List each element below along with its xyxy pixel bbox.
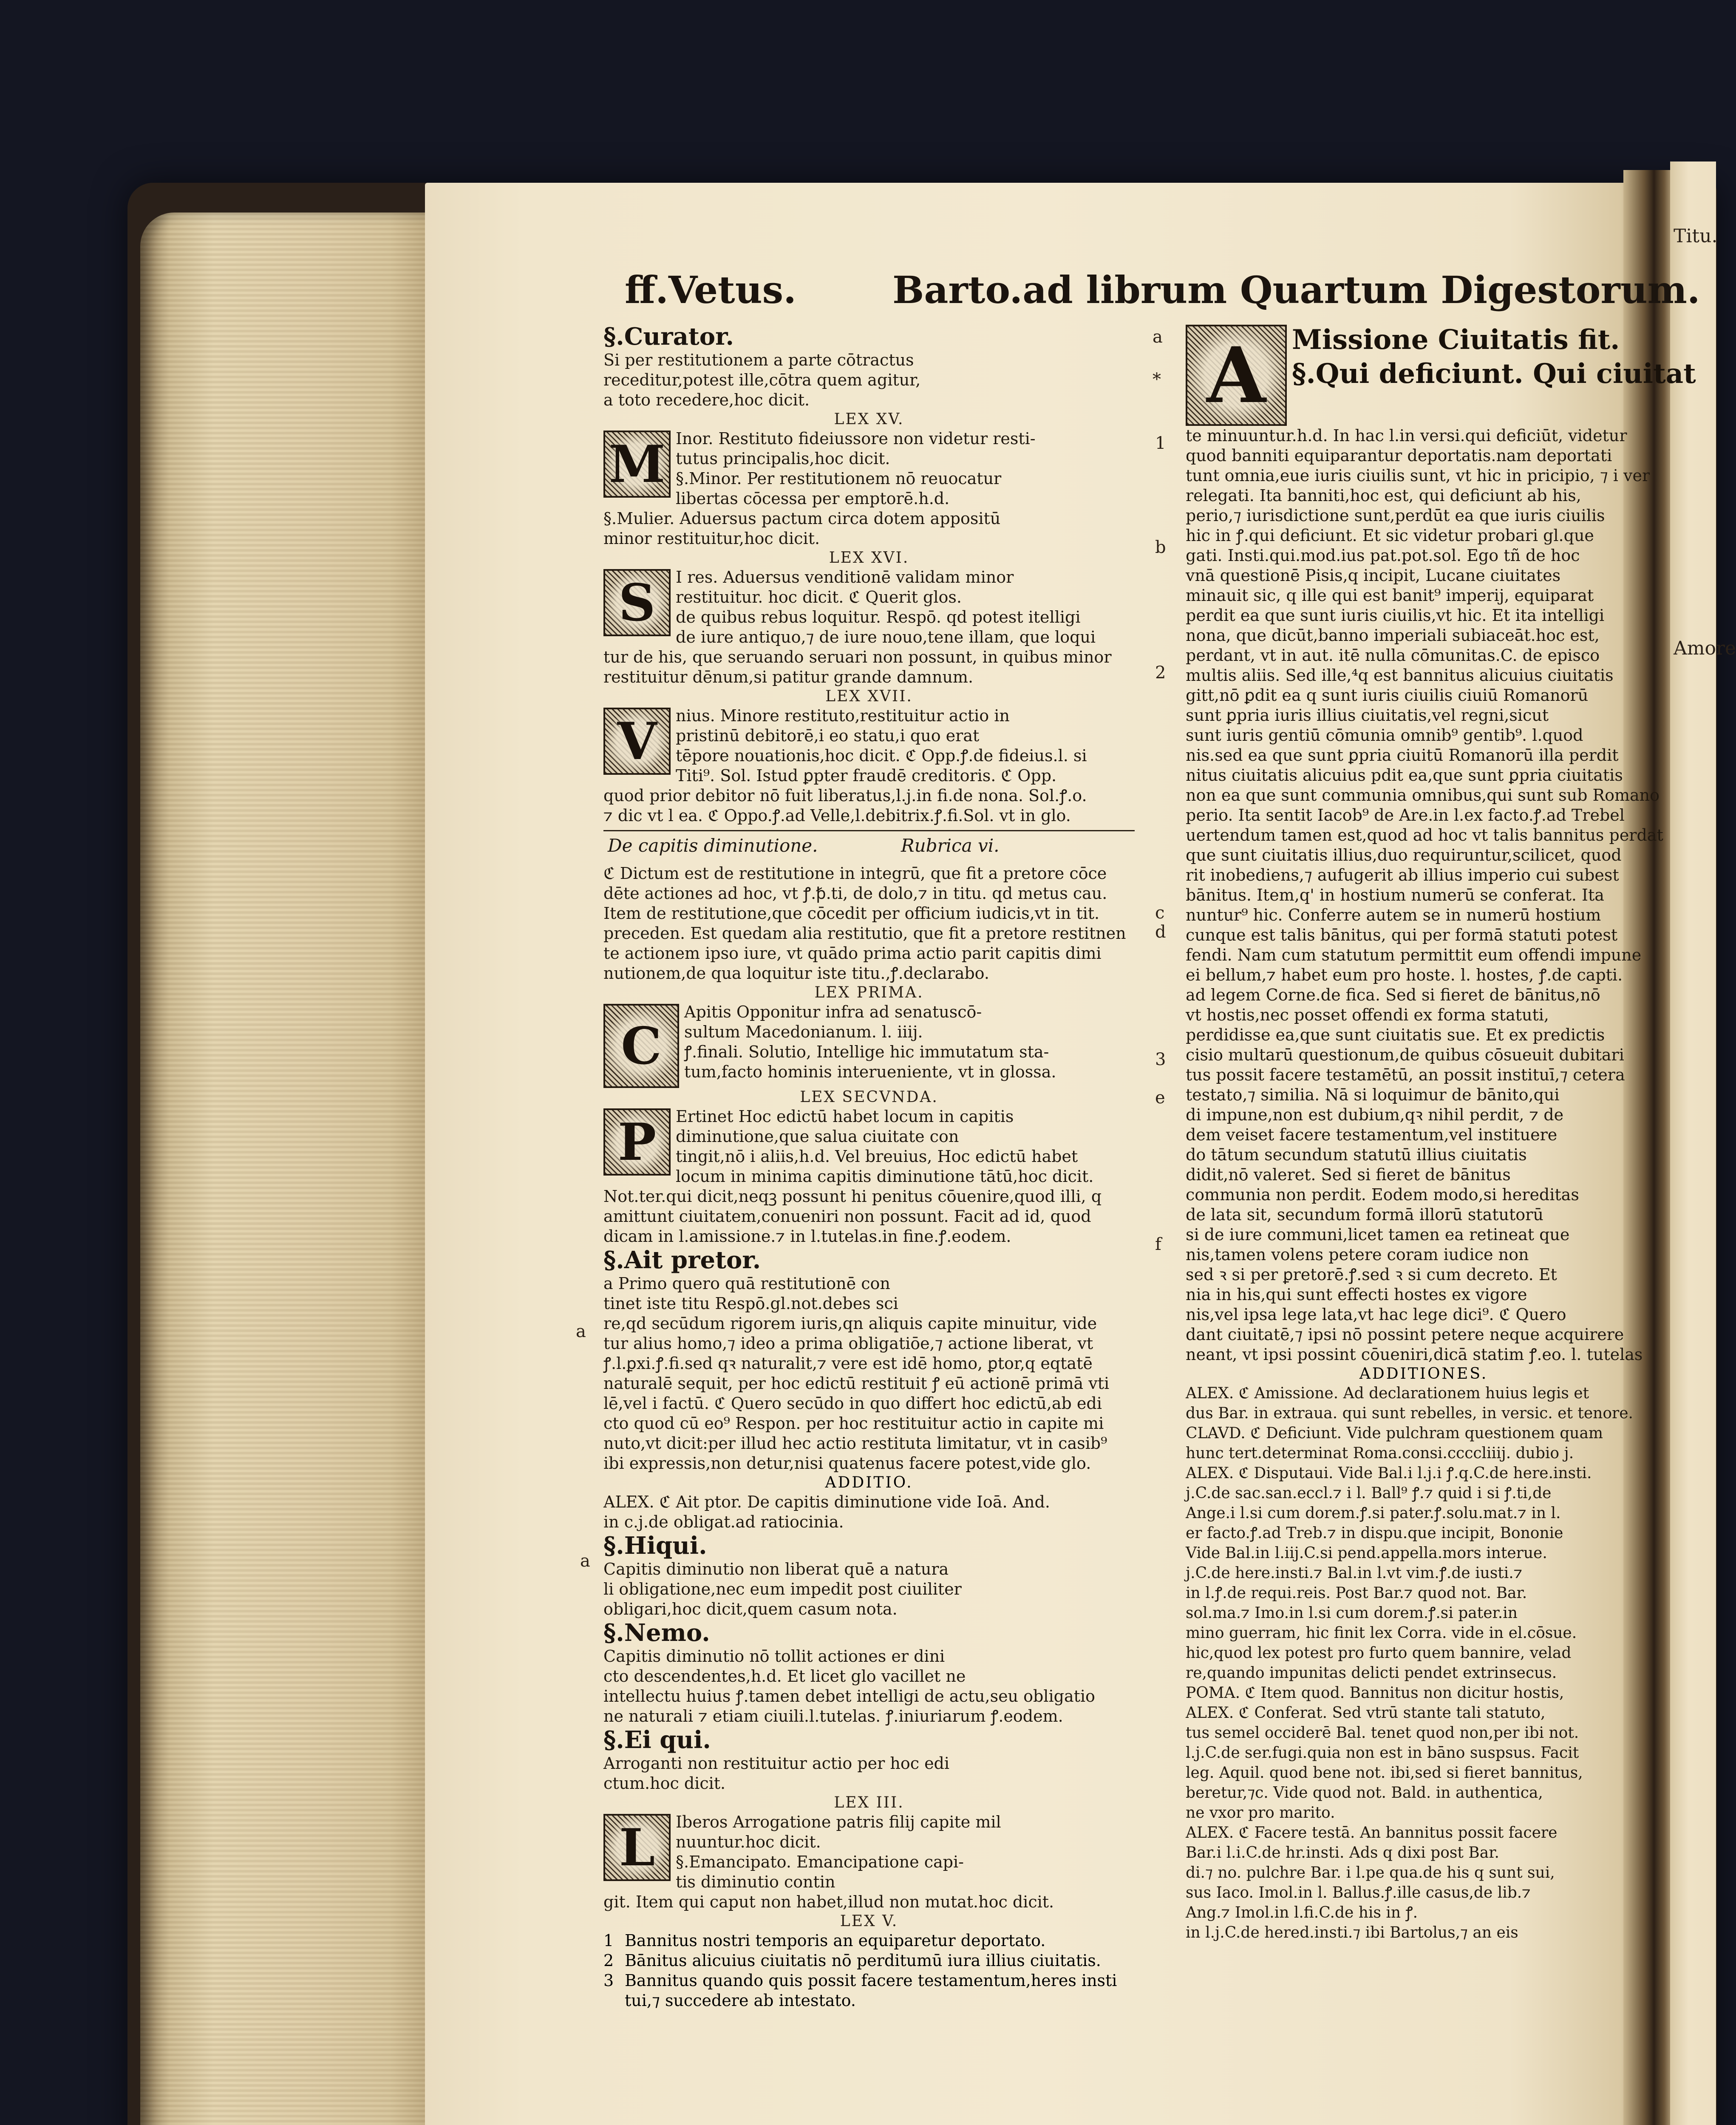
- text-line: do tātum secundum statutū illius ciuitatis: [1186, 1145, 1527, 1164]
- text-line: quod prior debitor nō fuit liberatus,l.j.in fi.de nona. Sol.ꝭ.o.: [603, 786, 1087, 805]
- text-line: in l.ꝭ.de requi.reis. Post Bar.⁊ quod not. Bar.: [1186, 1584, 1527, 1602]
- decorated-initial-letter: L: [605, 1816, 669, 1879]
- paragraph-heading-ait-pretor: [603, 1247, 1135, 1274]
- text-line: uertendum tamen est,quod ad hoc vt talis bannitus perdat: [1186, 826, 1663, 844]
- margin-letter: d: [1155, 922, 1166, 942]
- text-line: ⁊ dic vt l ea. ℭ Oppo.ꝭ.ad Velle,l.debitrix.ꝭ.fi.Sol. vt in glo.: [603, 806, 1071, 825]
- text-line: nuntur⁹ hic. Conferre autem se in numerū hostium: [1186, 906, 1601, 924]
- text-line: ALEX. ℭ Disputaui. Vide Bal.i l.j.i ꝭ.q.C.de here.insti.: [1186, 1465, 1592, 1482]
- decorated-initial: [1186, 325, 1287, 426]
- summary-item: [603, 1971, 1135, 1991]
- vnius-block: [603, 706, 1135, 826]
- text-line: sunt ꝑpria iuris illius ciuitatis,vel regni,sicut: [1186, 706, 1549, 725]
- text-line: §.Emancipato. Emancipatione capi-: [676, 1853, 964, 1871]
- text-line: cisio multarū questionum,de quibus cōsueuit dubitari: [1186, 1046, 1624, 1064]
- margin-letter: a: [1153, 327, 1163, 347]
- lex-heading: LEX III.: [834, 1794, 904, 1811]
- liberos-block: [603, 1812, 1135, 1892]
- text-line: te minuuntur.h.d. In hac l.in versi.qui deficiūt, videtur: [1186, 426, 1627, 445]
- text-line: nis,tamen volens petere coram iudice non: [1186, 1245, 1529, 1264]
- decorated-initial: [603, 569, 671, 636]
- text-line: tur de his, que seruando seruari non possunt, in quibus minor: [603, 648, 1112, 666]
- text-line: tunt omnia,eue iuris ciuilis sunt, vt hic in pricipio, ⁊ i ver: [1186, 466, 1650, 485]
- facing-page-edge: [1670, 162, 1736, 2125]
- text-line: ad legem Corne.de fica. Sed si fieret de bānitus,nō: [1186, 986, 1600, 1004]
- text-line: j.C.de here.insti.⁊ Bal.in l.vt vim.ꝭ.de iusti.⁊: [1186, 1564, 1523, 1582]
- text-line: ne naturali ⁊ etiam ciuili.l.tutelas. ꝭ.iniuriarum ꝭ.eodem.: [603, 1707, 1063, 1726]
- text-line: di.⁊ no. pulchre Bar. i l.pe qua.de his q sunt sui,: [1186, 1864, 1555, 1881]
- text-line: mino guerram, hic finit lex Corra. vide in el.cōsue.: [1186, 1624, 1577, 1642]
- text-line: Vide Bal.in l.iij.C.si pend.appella.mors interue.: [1186, 1544, 1547, 1562]
- amissione-block: [1186, 323, 1696, 426]
- text-line: CLAVD. ℭ Deficiunt. Vide pulchram questionem quam: [1186, 1425, 1603, 1442]
- text-line: nitus ciuitatis alicuius pdit ea,que sunt ꝑpria ciuitatis: [1186, 766, 1623, 785]
- text-line: Ange.i l.si cum dorem.ꝭ.si pater.ꝭ.solu.mat.⁊ in l.: [1186, 1504, 1561, 1522]
- text-line: ne vxor pro marito.: [1186, 1804, 1335, 1822]
- text-line: perdidisse ea,que sunt ciuitatis sue. Et ex predictis: [1186, 1026, 1605, 1044]
- text-line: sultum Macedonianum. l. iiij.: [684, 1023, 923, 1041]
- margin-letter: *: [1153, 370, 1161, 389]
- minor-block: [603, 429, 1135, 549]
- text-line: de iure antiquo,⁊ de iure nouo,tene illam, que loqui: [676, 628, 1096, 646]
- running-head-left: ff.Vetus.: [625, 268, 796, 312]
- text-line: nis,vel ipsa lege lata,vt hac lege dici⁹. ℭ Quero: [1186, 1305, 1566, 1324]
- decorated-initial-letter: A: [1187, 326, 1285, 424]
- facing-page-fragment: Amore: [1674, 638, 1736, 659]
- summary-number: 1: [603, 1931, 614, 1950]
- rubric-title: De capitis diminutione.: [608, 835, 818, 856]
- capitis-block: [603, 1002, 1135, 1088]
- text-line: cto descendentes,h.d. Et licet glo vacillet ne: [603, 1667, 966, 1686]
- book-fore-edge: [140, 212, 433, 2125]
- text-line: tēpore nouationis,hoc dicit. ℭ Opp.ꝭ.de fideius.l. si: [676, 746, 1087, 765]
- text-line: hunc tert.determinat Roma.consi.ccccliiij. dubio j.: [1186, 1445, 1574, 1462]
- text-line: bānitus. Item,q' in hostium numerū se conferat. Ita: [1186, 886, 1604, 904]
- summary-number: 2: [603, 1951, 614, 1970]
- margin-letter: a: [576, 1322, 586, 1341]
- summary-number: 3: [603, 1971, 614, 1990]
- text-line: cunque est talis bānitus, qui per formā statuti potest: [1186, 926, 1618, 944]
- text-line: te actionem ipso iure, vt quādo prima actio parit capitis dimi: [603, 944, 1102, 963]
- text-line: vt hostis,nec posset offendi ex forma statuti,: [1186, 1006, 1549, 1024]
- text-line: perdit ea que sunt iuris ciuilis,vt hic. Et ita intelligi: [1186, 606, 1605, 625]
- text-line: minauit sic, q ille qui est banit⁹ imperij, equiparat: [1186, 586, 1594, 605]
- text-line: sol.ma.⁊ Imo.in l.si cum dorem.ꝭ.si pater.in: [1186, 1604, 1518, 1622]
- text-line: hic,quod lex potest pro furto quem bannire, velad: [1186, 1644, 1572, 1662]
- decorated-initial: [603, 708, 671, 775]
- margin-letter: c: [1155, 903, 1165, 923]
- text-line: Inor. Restituto fideiussore non videtur resti-: [676, 429, 1036, 448]
- text-line: rit inobediens,⁊ aufugerit ab illius imperio cui subest: [1186, 866, 1619, 884]
- text-line: lē,vel i factū. ℭ Quero secūdo in quo differt hoc edictū,ab edi: [603, 1394, 1102, 1413]
- margin-letter: 3: [1155, 1050, 1166, 1069]
- text-line: diminutione,que salua ciuitate con: [676, 1127, 959, 1146]
- decorated-initial-letter: V: [605, 709, 669, 773]
- paragraph-heading-ei-qui: [603, 1726, 1135, 1754]
- text-line: gati. Insti.qui.mod.ius pat.pot.sol. Ego tñ de hoc: [1186, 546, 1580, 565]
- text-line: Capitis diminutio nō tollit actiones er dini: [603, 1647, 945, 1666]
- text-line: Capitis diminutio non liberat quē a natura: [603, 1560, 949, 1578]
- decorated-initial-letter: S: [605, 571, 669, 635]
- decorated-initial: [603, 1814, 671, 1881]
- text-line: dem veiset facere testamentum,vel instituere: [1186, 1125, 1558, 1144]
- right-text-column: [1186, 323, 1696, 2125]
- text-line: tus semel occiderē Bal. tenet quod non,per ibi not.: [1186, 1724, 1579, 1742]
- text-line: Bar.i l.i.C.de hr.insti. Ads q dixi post Bar.: [1186, 1844, 1499, 1862]
- text-line: restituitur dēnum,si patitur grande damnum.: [603, 668, 974, 686]
- text-line: POMA. ℭ Item quod. Bannitus non dicitur hostis,: [1186, 1684, 1564, 1702]
- text-line: Arroganti non restituitur actio per hoc edi: [603, 1754, 950, 1773]
- summary-item: [603, 1951, 1135, 1971]
- text-line: perdant, vt in aut. itē nulla cōmunitas.C. de episco: [1186, 646, 1600, 665]
- text-line: li obligatione,nec eum impedit post ciuiliter: [603, 1580, 962, 1598]
- summary-item: [603, 1931, 1135, 1951]
- text-line: nutionem,de qua loquitur iste titu.,ꝭ.declarabo.: [603, 964, 989, 983]
- text-line: §.Qui deficiunt. Qui ciuitat: [1292, 358, 1696, 390]
- text-line: ei bellum,⁊ habet eum pro hoste. l. hostes, ꝭ.de capti.: [1186, 966, 1623, 984]
- summary-text: Bānitus alicuius ciuitatis nō perditumū iura illius ciuitatis.: [625, 1951, 1101, 1970]
- section-mark-nemo: §.Nemo.: [603, 1619, 710, 1647]
- text-line: didit,nō valeret. Sed si fieret de bānitus: [1186, 1165, 1511, 1184]
- text-line: l.j.C.de ser.fugi.quia non est in bāno suspsus. Facit: [1186, 1744, 1579, 1762]
- text-line: nia in his,qui sunt effecti hostes ex vigore: [1186, 1285, 1527, 1304]
- text-line: hic in ꝭ.qui deficiunt. Et sic videtur probari gl.que: [1186, 526, 1594, 545]
- text-line: testato,⁊ similia. Nā si loquimur de bānito,qui: [1186, 1085, 1560, 1104]
- paragraph-heading-curator: [603, 323, 1135, 350]
- text-line: nis.sed ea que sunt ꝑpria ciuitū Romanorū illa perdit: [1186, 746, 1619, 765]
- text-line: multis aliis. Sed ille,⁴q est bannitus alicuius ciuitatis: [1186, 666, 1614, 685]
- section-mark-curator: §.Curator.: [603, 323, 734, 351]
- lex-heading: LEX XVII.: [825, 688, 913, 705]
- text-line: Apitis Opponitur infra ad senatuscō-: [684, 1003, 982, 1021]
- margin-letter: 2: [1155, 663, 1166, 683]
- text-line: naturalē sequit, per hoc edictū restituit ꝭ eū actionē primā vti: [603, 1374, 1110, 1393]
- text-line: leg. Aquil. quod bene not. ibi,sed si fieret bannitus,: [1186, 1764, 1583, 1782]
- text-line: tis diminutio contin: [676, 1873, 835, 1891]
- rubric-heading: [603, 830, 1135, 859]
- section-mark-ait-pretor: §.Ait pretor.: [603, 1246, 761, 1274]
- rubric-number: Rubrica vi.: [901, 835, 1000, 856]
- text-line: cto quod cū eo⁹ Respon. per hoc restituitur actio in capite mi: [603, 1414, 1104, 1433]
- text-line: nona, que dicūt,banno imperiali subiaceāt.hoc est,: [1186, 626, 1600, 645]
- summary-text: tui,⁊ succedere ab intestato.: [625, 1991, 856, 2010]
- text-line: Not.ter.qui dicit,neqꝫ possunt hi penitus cōuenire,quod illi, q: [603, 1187, 1102, 1206]
- text-line: ALEX. ℭ Amissione. Ad declarationem huius legis et: [1186, 1385, 1589, 1402]
- text-line: dant ciuitatē,⁊ ipsi nō possint petere neque acquirere: [1186, 1325, 1624, 1344]
- text-line: si de iure communi,licet tamen ea retineat que: [1186, 1225, 1570, 1244]
- text-line: re,quando impunitas delicti pendet extrinsecus.: [1186, 1664, 1557, 1682]
- text-line: Missione Ciuitatis fit.: [1292, 324, 1620, 356]
- paragraph-heading-hiqui: [603, 1532, 1135, 1559]
- text-line: receditur,potest ille,cōtra quem agitur,: [603, 371, 921, 389]
- margin-letter: b: [1155, 538, 1166, 557]
- margin-letter: f: [1155, 1235, 1161, 1254]
- text-line: communia non perdit. Eodem modo,si hereditas: [1186, 1185, 1579, 1204]
- text-line: sus Iaco. Imol.in l. Ballus.ꝭ.ille casus,de lib.⁊: [1186, 1884, 1531, 1901]
- text-line: Si per restitutionem a parte cōtractus: [603, 351, 914, 369]
- text-line: fendi. Nam cum statutum permittit eum offendi impune: [1186, 946, 1642, 964]
- paragraph-heading-nemo: [603, 1619, 1135, 1646]
- text-line: non ea que sunt communia omnibus,qui sunt sub Romano: [1186, 786, 1660, 805]
- lex-heading: LEX PRIMA.: [814, 984, 924, 1001]
- text-line: amittunt ciuitatem,conueniri non possunt. Facit ad id, quod: [603, 1207, 1091, 1226]
- addition-heading: ADDITIO.: [825, 1474, 913, 1491]
- text-line: Item de restitutione,que cōcedit per officium iudicis,vt in tit.: [603, 904, 1100, 923]
- text-line: libertas cōcessa per emptorē.h.d.: [676, 489, 950, 508]
- lex-heading: LEX XV.: [834, 411, 904, 428]
- text-line: ℭ Dictum est de restitutione in integrū, que fit a pretore cōce: [603, 864, 1107, 883]
- text-line: ctum.hoc dicit.: [603, 1774, 726, 1793]
- summary-text: Bannitus quando quis possit facere testamentum,heres insti: [625, 1971, 1117, 1990]
- text-line: nuuntur.hoc dicit.: [676, 1833, 821, 1851]
- text-line: in c.j.de obligat.ad ratiocinia.: [603, 1513, 844, 1531]
- decorated-initial: [603, 1108, 671, 1176]
- text-line: obligari,hoc dicit,quem casum nota.: [603, 1600, 898, 1618]
- text-line: §.Minor. Per restitutionem nō reuocatur: [676, 469, 1002, 488]
- text-line: ALEX. ℭ Ait ptor. De capitis diminutione vide Ioā. And.: [603, 1493, 1050, 1511]
- text-line: tinet iste titu Respō.gl.not.debes sci: [603, 1294, 898, 1313]
- text-line: perio. Ita sentit Iacob⁹ de Are.in l.ex facto.ꝭ.ad Trebel: [1186, 806, 1625, 824]
- text-line: pristinū debitorē,i eo statu,i quo erat: [676, 726, 980, 745]
- text-line: de lata sit, secundum formā illorū statutorū: [1186, 1205, 1543, 1224]
- margin-letter: 1: [1155, 434, 1166, 453]
- text-line: git. Item qui caput non habet,illud non mutat.hoc dicit.: [603, 1893, 1054, 1911]
- text-line: ꝭ.l.ꝑxi.ꝭ.fi.sed qꝛ naturalit,⁊ vere est idē homo, ꝑtor,q eqtatē: [603, 1354, 1093, 1373]
- text-line: tum,facto hominis interueniente, vt in glossa.: [684, 1062, 1056, 1081]
- text-line: ibi expressis,non detur,nisi quatenus facere potest,vide glo.: [603, 1454, 1091, 1473]
- text-line: j.C.de sac.san.eccl.⁊ i l. Ball⁹ ꝭ.⁊ quid i si ꝭ.ti,de: [1186, 1485, 1552, 1502]
- section-mark-ei-qui: §.Ei qui.: [603, 1726, 711, 1754]
- summary-text: Bannitus nostri temporis an equiparetur deportato.: [625, 1931, 1046, 1950]
- text-line: preceden. Est quedam alia restitutio, que fit a pretore restitnen: [603, 924, 1126, 943]
- left-text-column: [603, 323, 1135, 2023]
- text-line: di impune,non est dubium,qꝛ nihil perdit, ⁊ de: [1186, 1105, 1564, 1124]
- text-line: nius. Minore restituto,restituitur actio in: [676, 706, 1010, 725]
- text-line: §.Mulier. Aduersus pactum circa dotem appositū: [603, 509, 1001, 528]
- ires-block: [603, 567, 1135, 687]
- text-line: er facto.ꝭ.ad Treb.⁊ in dispu.que incipit, Bononie: [1186, 1524, 1563, 1542]
- text-line: a toto recedere,hoc dicit.: [603, 391, 810, 409]
- text-line: tur alius homo,⁊ ideo a prima obligatiōe,⁊ actione liberat, vt: [603, 1334, 1093, 1353]
- text-line: ALEX. ℭ Conferat. Sed vtrū stante tali statuto,: [1186, 1704, 1546, 1722]
- text-line: Iberos Arrogatione patris filij capite mil: [676, 1813, 1001, 1831]
- text-line: restituitur. hoc dicit. ℭ Querit glos.: [676, 588, 962, 606]
- margin-letter: a: [580, 1551, 590, 1571]
- text-line: que sunt ciuitatis illius,duo requiruntur,scilicet, quod: [1186, 846, 1622, 864]
- text-line: dēte actiones ad hoc, vt ꝭ.ꝥ.ti, de dolo,⁊ in titu. qd metus cau.: [603, 884, 1107, 903]
- text-line: tus possit facere testamētū, an possit instituī,⁊ cetera: [1186, 1065, 1625, 1084]
- text-line: Ertinet Hoc edictū habet locum in capitis: [676, 1107, 1014, 1126]
- decorated-initial-letter: C: [605, 1006, 677, 1086]
- decorated-initial: [603, 431, 671, 498]
- text-line: a Primo quero quā restitutionē con: [603, 1274, 890, 1293]
- margin-letter: e: [1155, 1088, 1165, 1108]
- facing-page-fragment: Titu.: [1674, 225, 1718, 247]
- text-line: perio,⁊ iurisdictione sunt,perdūt ea que iuris ciuilis: [1186, 506, 1605, 525]
- pertinet-block: [603, 1107, 1135, 1247]
- text-line: sed ꝛ si per ꝑretorē.ꝭ.sed ꝛ si cum decreto. Et: [1186, 1265, 1557, 1284]
- text-line: intellectu huius ꝭ.tamen debet intelligi de actu,seu obligatio: [603, 1687, 1095, 1706]
- text-line: in l.j.C.de hered.insti.⁊ ibi Bartolus,⁊ an eis: [1186, 1924, 1518, 1941]
- decorated-initial-letter: M: [605, 432, 669, 496]
- text-line: minor restituitur,hoc dicit.: [603, 529, 820, 548]
- running-head: [625, 268, 1700, 314]
- summary-item: [603, 1991, 1135, 2011]
- text-line: nuto,vt dicit:per illud hec actio restituta limitatur, vt in casib⁹: [603, 1434, 1107, 1453]
- section-mark-hiqui: §.Hiqui.: [603, 1532, 707, 1560]
- text-line: tingit,nō i aliis,h.d. Vel breuius, Hoc edictū habet: [676, 1147, 1078, 1166]
- text-line: I res. Aduersus venditionē validam minor: [676, 568, 1014, 586]
- lex-heading: LEX SECVNDA.: [800, 1088, 938, 1106]
- text-line: tutus principalis,hoc dicit.: [676, 449, 890, 468]
- text-line: dus Bar. in extraua. qui sunt rebelles, in versic. et tenore.: [1186, 1405, 1633, 1422]
- lex-heading: LEX V.: [840, 1912, 898, 1930]
- text-line: de quibus rebus loquitur. Respō. qd potest itelligi: [676, 608, 1081, 626]
- text-line: Ang.⁊ Imol.in l.fi.C.de his in ꝭ.: [1186, 1904, 1418, 1921]
- running-head-right: Barto.ad librum Quartum Digestorum.: [892, 268, 1700, 312]
- text-line: quod banniti equiparantur deportatis.nam deportati: [1186, 446, 1612, 465]
- text-line: locum in minima capitis diminutione tātū,hoc dicit.: [676, 1167, 1094, 1186]
- text-line: beretur,⁊c. Vide quod not. Bald. in authentica,: [1186, 1784, 1543, 1802]
- text-line: vnā questionē Pisis,q incipit, Lucane ciuitates: [1186, 566, 1561, 585]
- text-line: sunt iuris gentiū cōmunia omnib⁹ gentib⁹. l.quod: [1186, 726, 1583, 745]
- text-line: Titi⁹. Sol. Istud ꝑpter fraudē creditoris. ℭ Opp.: [676, 766, 1057, 785]
- additiones-heading: ADDITIONES.: [1359, 1365, 1488, 1383]
- text-line: ALEX. ℭ Facere testā. An bannitus possit facere: [1186, 1824, 1558, 1842]
- decorated-initial: [603, 1004, 679, 1088]
- text-line: ꝭ.finali. Solutio, Intellige hic immutatum sta-: [684, 1043, 1049, 1061]
- text-line: neant, vt ipsi possint cōueniri,dicā statim ꝭ.eo. l. tutelas: [1186, 1345, 1643, 1364]
- lex-heading: LEX XVI.: [829, 549, 909, 567]
- text-line: re,qd secūdum rigorem iuris,qn aliquis capite minuitur, vide: [603, 1314, 1097, 1333]
- text-line: relegati. Ita banniti,hoc est, qui deficiunt ab his,: [1186, 486, 1581, 505]
- decorated-initial-letter: P: [605, 1110, 669, 1174]
- text-line: dicam in l.amissione.⁊ in l.tutelas.in fine.ꝭ.eodem.: [603, 1227, 1011, 1246]
- text-line: gitt,nō ꝑdit ea q sunt iuris ciuilis ciuiū Romanorū: [1186, 686, 1589, 705]
